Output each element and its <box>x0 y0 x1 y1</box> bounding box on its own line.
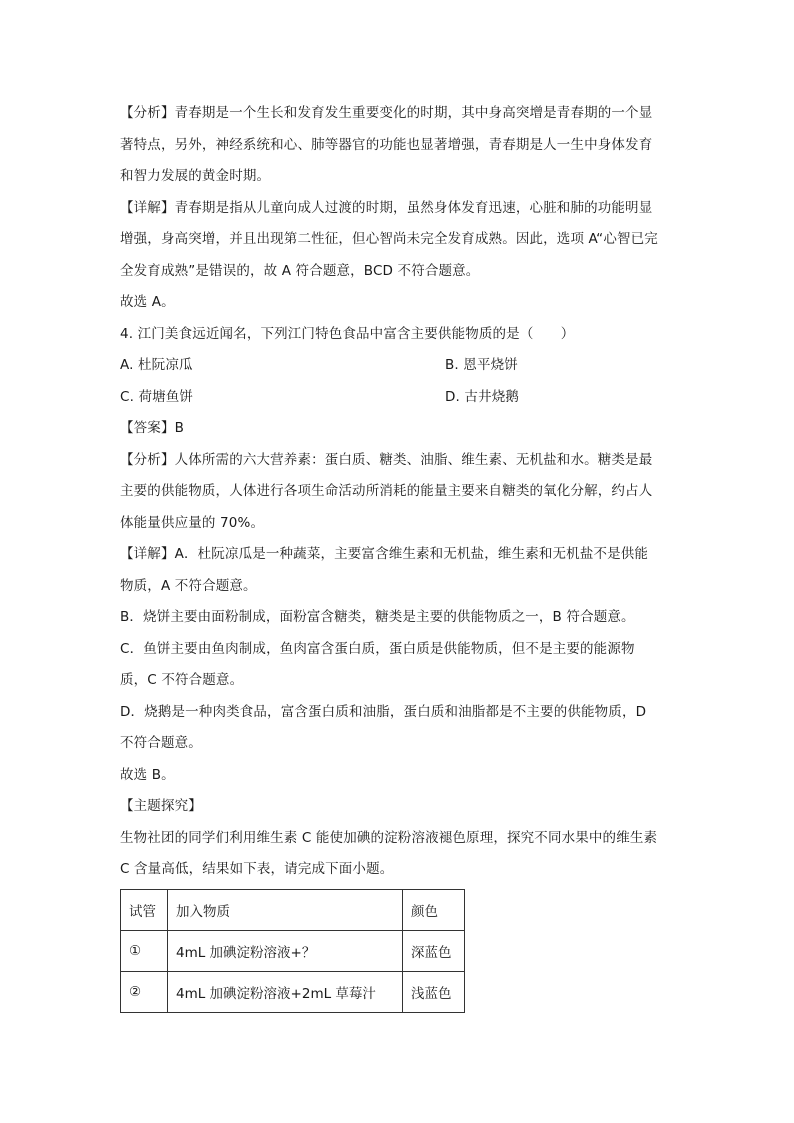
detail2-line-2: 物质，A 不符合题意。 <box>120 577 257 594</box>
option-d: D. 古井烧鹅 <box>445 388 520 405</box>
detail2-line-6: D．烧鹅是一种肉类食品，富含蛋白质和油脂，蛋白质和油脂都是不主要的供能物质，D <box>120 703 647 720</box>
table-header-cell: 加入物质 <box>168 889 403 930</box>
option-b: B. 恩平烧饼 <box>445 357 518 373</box>
table-header-row <box>121 889 465 930</box>
table-header-cell: 颜色 <box>403 889 465 930</box>
table-cell: ② <box>121 971 168 1012</box>
analysis-line-1: 【分析】青春期是一个生长和发育发生重要变化的时期，其中身高突增是青春期的一个显 <box>120 105 653 121</box>
detail-line-3: 全发育成熟”是错误的，故 A 符合题意，BCD 不符合题意。 <box>120 262 480 279</box>
detail2-line-1: 【详解】A．杜阮凉瓜是一种蔬菜，主要富含维生素和无机盐，维生素和无机盐不是供能 <box>120 546 649 562</box>
analysis2-line-2: 主要的供能物质，人体进行各项生命活动所消耗的能量主要来自糖类的氧化分解，约占人 <box>120 483 653 499</box>
answer-choice-line: 故选 A。 <box>120 294 175 310</box>
table-cell: ① <box>121 930 168 971</box>
theme-intro-line-2: C 含量高低，结果如下表，请完成下面小题。 <box>120 861 394 877</box>
detail-line-1: 【详解】青春期是指从儿童向成人过渡的时期，虽然身体发育迅速，心脏和肺的功能明显 <box>120 199 653 216</box>
table-header-cell: 试管 <box>121 889 168 930</box>
document-body <box>120 98 680 1013</box>
option-c: C. 荷塘鱼饼 <box>120 388 194 405</box>
detail2-line-4: C．鱼饼主要由鱼肉制成，鱼肉富含蛋白质，蛋白质是供能物质，但不是主要的能源物 <box>120 640 635 657</box>
analysis-line-3: 和智力发展的黄金时期。 <box>120 168 271 184</box>
option-a: A. 杜阮凉瓜 <box>120 357 193 373</box>
detail-line-2: 增强，身高突增，并且出现第二性征，但心智尚未完全发育成熟。因此，选项 A“心智已完 <box>120 231 658 247</box>
theme-heading: 【主题探究】 <box>120 798 202 814</box>
answer2-choice-line: 故选 B。 <box>120 766 175 783</box>
question-4-stem: 4. 江门美食远近闻名，下列江门特色食品中富含主要供能物质的是（ ） <box>120 325 575 342</box>
analysis-line-2: 著特点，另外，神经系统和心、肺等器官的功能也显著增强，青春期是人一生中身体发育 <box>120 136 653 153</box>
table-row <box>121 930 465 971</box>
answer-line: 【答案】B <box>120 420 185 436</box>
analysis2-line-3: 体能量供应量的 70%。 <box>120 514 265 531</box>
table-row <box>121 971 465 1012</box>
options-row-1 <box>120 350 680 382</box>
detail2-line-3: B．烧饼主要由面粉制成，面粉富含糖类，糖类是主要的供能物质之一，B 符合题意。 <box>120 609 635 625</box>
analysis2-line-1: 【分析】人体所需的六大营养素：蛋白质、糖类、油脂、维生素、无机盐和水。糖类是最 <box>120 451 653 468</box>
table-cell: 深蓝色 <box>403 930 465 971</box>
table-cell: 4mL 加碘淀粉溶液+？ <box>168 930 403 971</box>
table-cell: 浅蓝色 <box>403 971 465 1012</box>
options-row-2 <box>120 382 680 414</box>
detail2-line-5: 质，C 不符合题意。 <box>120 672 244 688</box>
theme-intro-line-1: 生物社团的同学们利用维生素 C 能使加碘的淀粉溶液褪色原理，探究不同水果中的维生素 <box>120 829 658 846</box>
experiment-table <box>120 889 465 1013</box>
table-cell: 4mL 加碘淀粉溶液+2mL 草莓汁 <box>168 971 403 1012</box>
detail2-line-7: 不符合题意。 <box>120 735 202 751</box>
